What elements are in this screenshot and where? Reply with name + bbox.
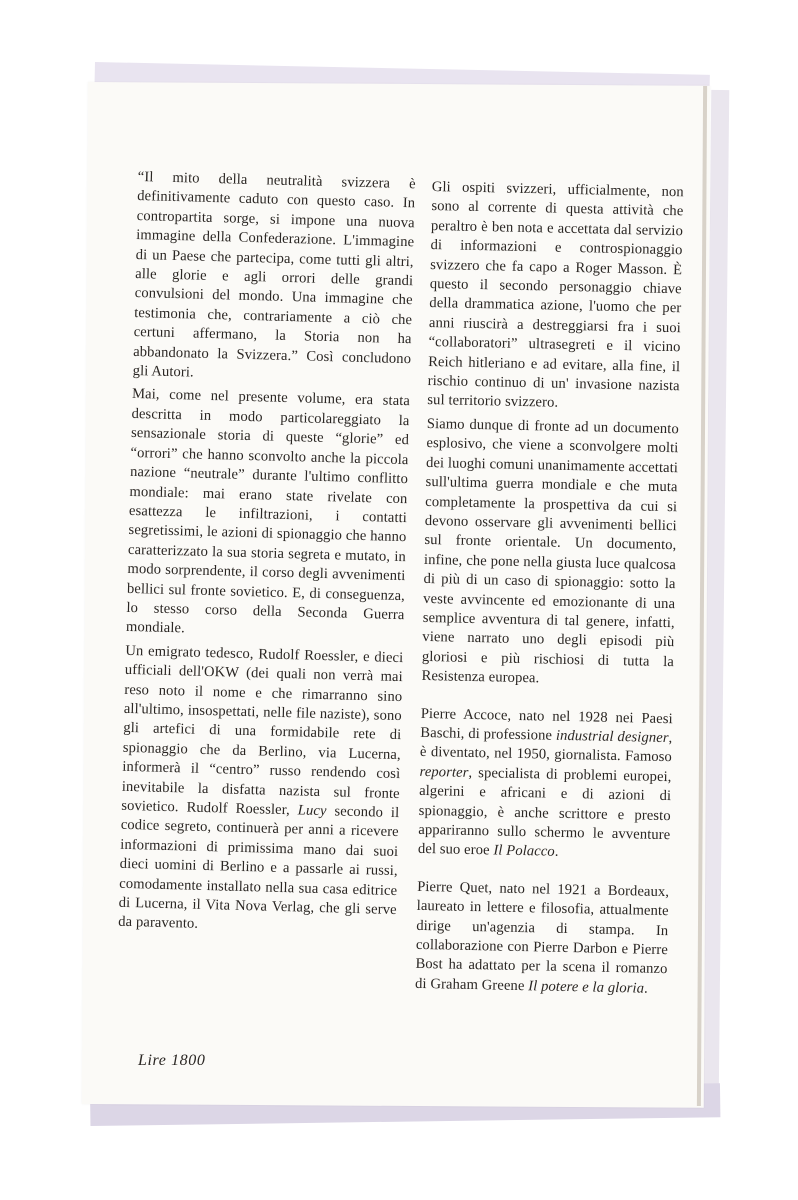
quet-text-a: Pierre Quet, nato nel 1921 a Bordeaux, laureato in lettere e filosofia, attualmente dirige un'agenzia di stampa. In collaborazione con Pierre Darbon e Pierre Bost ha adattato per la scena il romanzo di Graham Greene <box>414 878 670 995</box>
right-paragraph-1: Gli ospiti svizzeri, ufficialmente, non sono al corrente di questa attività che peraltro è ben nota e accettata dal servizio di informazioni e controspionaggio svizzero che fa capo a Roger Masson. È questo il secondo personaggio chiave della drammatica azione, l'uomo che per anni riuscirà a destreggiarsi fra i suoi “collaboratori” ultrasegreti e il vicino Reich hitleriano e ad evitare, alla fine, il rischio continuo di un' invasione nazista sul territorio svizzero. <box>427 178 684 412</box>
left-paragraph-1: “Il mito della neutralità svizzera è definitivamente caduto con questo caso. In contropartita sorge, si impone una nuova immagine della Confederazione. L'immagine di un Paese che partecipa, come tutti gli altri, alle glorie e agli orrori delle grandi convulsioni del mondo. Una immagine che testimonia che, contrariamente a ciò che certuni affermano, la Storia non ha abbandonato la Svizzera.” Così concludono gli Autori. <box>132 168 416 381</box>
left-paragraph-3 <box>118 642 404 940</box>
left-column <box>118 168 416 944</box>
left-paragraph-3-text-b: secondo il codice segreto, continuerà per anni a ricevere informazioni di primissima mano dai suoi dieci uomini di Berlino e a passarle ai russi, comodamente installato nella sua casa editrice di Lucerna, il Vita Nova Verlag, che gli serve da paravento. <box>118 803 400 933</box>
lucy-codename: Lucy <box>297 802 327 820</box>
quet-text-b: . <box>643 980 648 997</box>
accoce-text-b: , è diventato, nel 1950, giornalista. Famoso <box>419 730 673 766</box>
right-column <box>415 178 684 1003</box>
author-bio-quet <box>415 878 669 1000</box>
price-label: Lire 1800 <box>138 1052 206 1069</box>
profession-italic: industrial designer <box>555 727 669 747</box>
right-paragraph-2: Siamo dunque di fronte ad un documento esplosivo, che viene a sconvolgere molti dei luoghi comuni unanimamente accettati sull'ultima guerra mondiale e che muta completamente la prospettiva da cui si devono osservare gli avvenimenti bellici sul fronte orientale. Un documento, infine, che pone nella giusta luce qualcosa di più di un caso di spionaggio: sotto la veste avvincente ed emozionante di una semplice avventura di tal genere, infatti, viene narrato uno degli episodi più gloriosi e più rischiosi di tutta la Resistenza europea. <box>421 415 679 687</box>
left-paragraph-3-text-a: Un emigrato tedesco, Rudolf Roessler, e dieci ufficiali dell'OKW (dei quali non verrà mai reso noto il nome e che rimarranno sino all'ultimo, insospettati, nelle file naziste), sono gli artefici di una formidabile rete di spionaggio che da Berlino, via Lucerna, informerà il “centro” russo rendendo così inevitabile la disfatta nazista sul fronte sovietico. Rudolf Roessler, <box>121 642 404 819</box>
accoce-text-a: Pierre Accoce, nato nel 1928 nei Paesi Baschi, di professione <box>420 705 673 744</box>
accoce-text-d: . <box>554 844 559 861</box>
greene-title: Il potere e la gloria <box>528 978 645 997</box>
accoce-text-c: , specialista di problemi europei, algerini e africani e di azioni di spionaggio, è anche scrittore e presto appariranno sullo schermo le avventure del suo eroe <box>417 764 672 859</box>
left-paragraph-2: Mai, come nel presente volume, era stata descritta in modo particolareggiato la sensazionale storia di queste “glorie” ed “orrori” che hanno sconvolto anche la piccola nazione “neutrale” durante l'ultimo conflitto mondiale: mai erano state rivelate con esattezza le infiltrazioni, i contatti segretissimi, le azioni di spionaggio che hanno caratterizzato la sua storia segreta e mutato, in modo sorprendente, il corso degli avvenimenti bellici sul fronte sovietico. E, di conseguenza, lo stesso corso della Seconda Guerra mondiale. <box>125 386 411 637</box>
polacco-title: Il Polacco <box>493 842 555 861</box>
author-bio-accoce <box>418 704 673 864</box>
reporter-italic: reporter <box>419 763 469 781</box>
